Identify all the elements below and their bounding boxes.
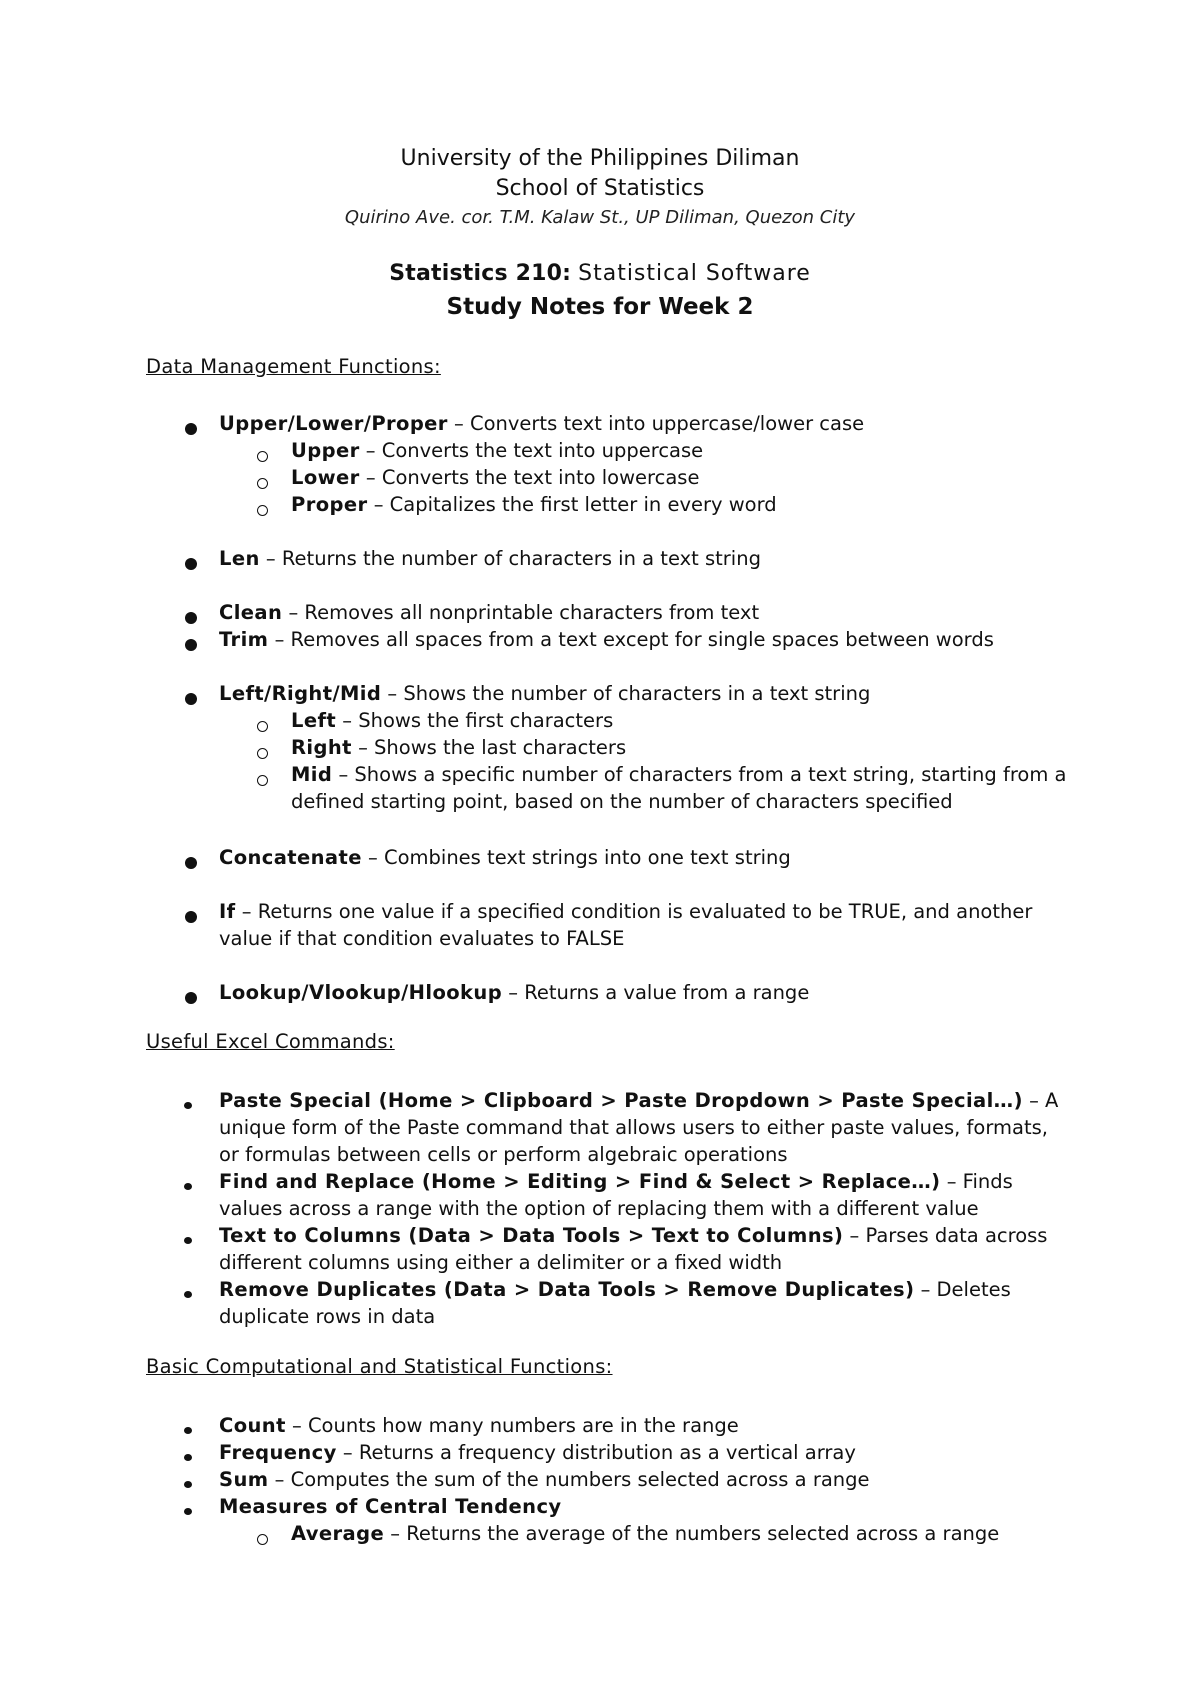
list-item: Lookup/Vlookup/Hlookup – Returns a value from a range bbox=[219, 981, 810, 1004]
list-item: Count – Counts how many numbers are in the range bbox=[219, 1414, 739, 1437]
list-item: Clean – Removes all nonprintable characters from text bbox=[219, 601, 760, 624]
hollow-circle-bullet-icon bbox=[257, 478, 268, 489]
list-item: Concatenate – Combines text strings into one text string bbox=[219, 846, 791, 869]
bullet-icon bbox=[185, 992, 197, 1004]
section-heading-excel-commands: Useful Excel Commands: bbox=[146, 1030, 395, 1053]
list-item: Measures of Central Tendency bbox=[219, 1495, 562, 1518]
list-item: Remove Duplicates (Data > Data Tools > Remove Duplicates) – Deletes duplicate rows in data bbox=[219, 1278, 1011, 1328]
bullet-icon bbox=[185, 911, 197, 923]
bullet-icon bbox=[184, 1508, 192, 1515]
institution-name: University of the Philippines Diliman bbox=[400, 146, 800, 171]
section-heading-statistical-functions: Basic Computational and Statistical Functions: bbox=[146, 1355, 613, 1378]
sub-list-item: Left – Shows the first characters bbox=[291, 709, 614, 732]
sub-list-item: Average – Returns the average of the numbers selected across a range bbox=[291, 1522, 1000, 1545]
course-line bbox=[0, 261, 1200, 286]
school-address: Quirino Ave. cor. T.M. Kalaw St., UP Diliman, Quezon City bbox=[344, 207, 856, 228]
sub-list-item: Right – Shows the last characters bbox=[291, 736, 627, 759]
bullet-icon bbox=[184, 1102, 192, 1109]
course-code: Statistics 210: bbox=[389, 261, 572, 286]
hollow-circle-bullet-icon bbox=[257, 748, 268, 759]
sub-list-item: Proper – Capitalizes the first letter in every word bbox=[291, 493, 777, 516]
bullet-icon bbox=[184, 1427, 192, 1434]
bullet-icon bbox=[185, 423, 197, 435]
hollow-circle-bullet-icon bbox=[257, 721, 268, 732]
bullet-icon bbox=[184, 1237, 192, 1244]
list-item: Text to Columns (Data > Data Tools > Text to Columns) – Parses data across different columns using either a delimiter or a fixed width bbox=[219, 1224, 1048, 1274]
bullet-icon bbox=[185, 693, 197, 705]
list-item: If – Returns one value if a specified condition is evaluated to be TRUE, and another value if that condition evaluates to FALSE bbox=[219, 900, 1033, 950]
list-item: Frequency – Returns a frequency distribution as a vertical array bbox=[219, 1441, 856, 1464]
hollow-circle-bullet-icon bbox=[257, 775, 268, 786]
document-title: Study Notes for Week 2 bbox=[446, 294, 754, 320]
list-item: Sum – Computes the sum of the numbers selected across a range bbox=[219, 1468, 870, 1491]
list-item: Upper/Lower/Proper – Converts text into uppercase/lower case bbox=[219, 412, 865, 435]
list-item: Left/Right/Mid – Shows the number of characters in a text string bbox=[219, 682, 871, 705]
list-item: Len – Returns the number of characters in a text string bbox=[219, 547, 761, 570]
bullet-icon bbox=[185, 558, 197, 570]
school-name: School of Statistics bbox=[495, 176, 705, 201]
sub-list-item: Lower – Converts the text into lowercase bbox=[291, 466, 700, 489]
hollow-circle-bullet-icon bbox=[257, 451, 268, 462]
bullet-icon bbox=[185, 639, 197, 651]
sub-list-item: Mid – Shows a specific number of characters from a text string, starting from a defined starting point, based on the number of characters specified bbox=[291, 763, 1067, 813]
section-heading-data-management: Data Management Functions: bbox=[146, 355, 441, 378]
list-item: Paste Special (Home > Clipboard > Paste Dropdown > Paste Special…) – A unique form of the Paste command that allows users to either paste values, formats, or formulas between cells or perform algebraic operations bbox=[219, 1089, 1059, 1166]
bullet-icon bbox=[185, 612, 197, 624]
sub-list-item: Upper – Converts the text into uppercase bbox=[291, 439, 704, 462]
hollow-circle-bullet-icon bbox=[257, 505, 268, 516]
list-item: Find and Replace (Home > Editing > Find & Select > Replace…) – Finds values across a range with the option of replacing them with a different value bbox=[219, 1170, 1013, 1220]
bullet-icon bbox=[184, 1291, 192, 1298]
bullet-icon bbox=[184, 1454, 192, 1461]
hollow-circle-bullet-icon bbox=[257, 1534, 268, 1545]
bullet-icon bbox=[184, 1481, 192, 1488]
bullet-icon bbox=[185, 857, 197, 869]
course-name: Statistical Software bbox=[578, 261, 811, 286]
bullet-icon bbox=[184, 1183, 192, 1190]
list-item: Trim – Removes all spaces from a text except for single spaces between words bbox=[219, 628, 994, 651]
